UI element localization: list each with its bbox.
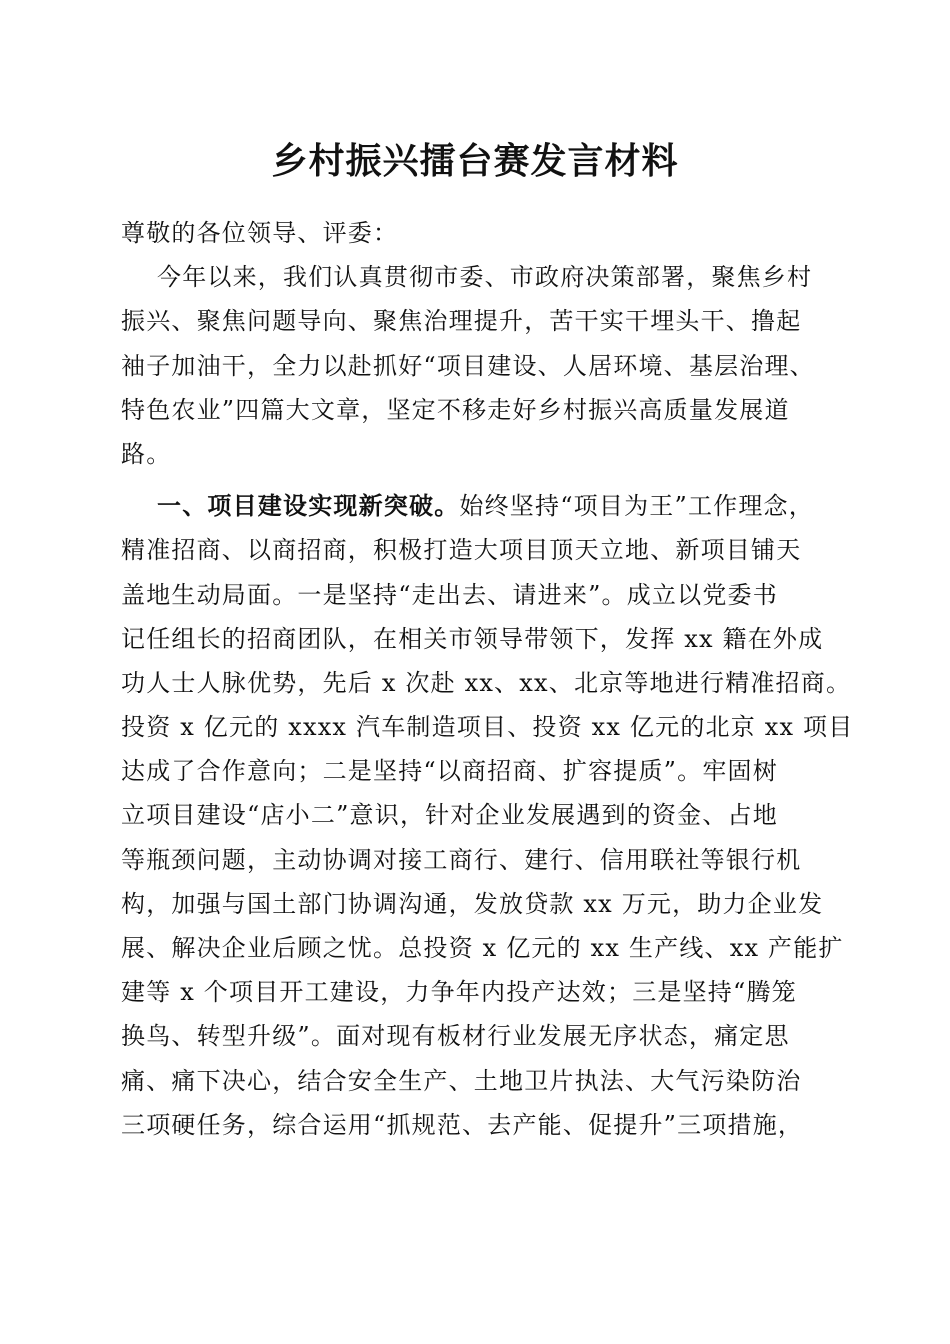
section-1-line: 投资 x 亿元的 xxxx 汽车制造项目、投资 xx 亿元的北京 xx 项目 — [121, 713, 854, 742]
section-1-line: 功人士人脉优势，先后 x 次赴 xx、xx、北京等地进行精准招商。 — [121, 668, 852, 697]
salutation: 尊敬的各位领导、评委： — [121, 219, 399, 247]
section-1-first-line-text: 始终坚持“项目为王”工作理念， — [459, 492, 814, 521]
section-1-line: 达成了合作意向；二是坚持“以商招商、扩容提质”。牢固树 — [121, 757, 778, 786]
section-1-line: 立项目建设“店小二”意识，针对企业发展遇到的资金、占地 — [121, 801, 778, 830]
section-1-heading: 一、项目建设实现新突破。 — [157, 491, 460, 521]
document-title: 乡村振兴擂台赛发言材料 — [271, 140, 679, 182]
section-1-line: 三项硬任务，综合运用“抓规范、去产能、促提升”三项措施， — [121, 1110, 804, 1139]
section-1-line: 记任组长的招商团队，在相关市领导带领下，发挥 xx 籍在外成 — [121, 624, 824, 653]
section-1-line: 换鸟、转型升级”。面对现有板材行业发展无序状态，痛定思 — [121, 1022, 790, 1051]
section-1-line: 等瓶颈问题，主动协调对接工商行、建行、信用联社等银行机 — [121, 845, 802, 874]
document-body — [121, 211, 854, 1147]
section-1-line: 构，加强与国土部门协调沟通，发放贷款 xx 万元，助力企业发 — [121, 889, 824, 918]
intro-line: 路。 — [121, 439, 172, 468]
section-1-line: 建等 x 个项目开工建设，力争年内投产达效；三是坚持“腾笼 — [121, 978, 797, 1007]
section-1-line: 展、解决企业后顾之忧。总投资 x 亿元的 xx 生产线、xx 产能扩 — [121, 934, 844, 962]
intro-line: 振兴、聚焦问题导向、聚焦治理提升，苦干实干埋头干、撸起 — [121, 307, 802, 336]
intro-line: 今年以来，我们认真贯彻市委、市政府决策部署，聚焦乡村 — [157, 263, 813, 292]
section-1-line: 精准招商、以商招商，积极打造大项目顶天立地、新项目铺天 — [121, 536, 802, 565]
intro-line: 特色农业”四篇大文章，坚定不移走好乡村振兴高质量发展道 — [121, 395, 790, 424]
intro-line: 袖子加油干，全力以赴抓好“项目建设、人居环境、基层治理、 — [121, 351, 815, 380]
section-1-line: 痛、痛下决心，结合安全生产、土地卫片执法、大气污染防治 — [121, 1066, 802, 1095]
paragraph-gap — [121, 476, 841, 484]
section-1-first-line — [121, 484, 841, 528]
section-1-line: 盖地生动局面。一是坚持“走出去、请进来”。成立以党委书 — [121, 580, 778, 609]
